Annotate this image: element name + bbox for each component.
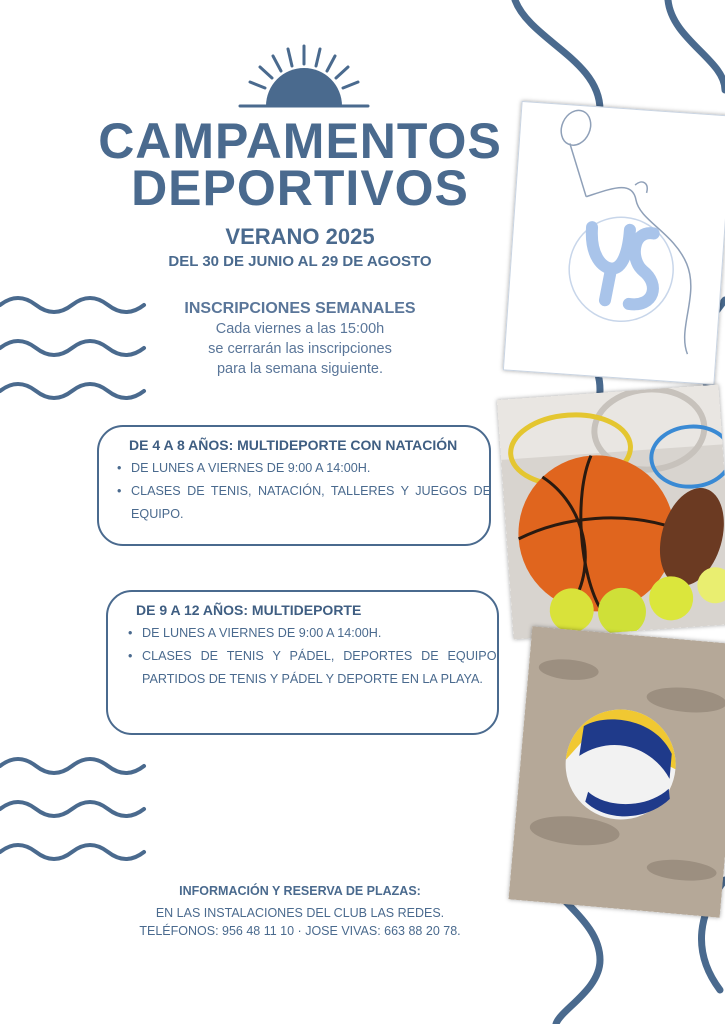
program-heading: DE 9 A 12 AÑOS: MULTIDEPORTE: [136, 602, 362, 618]
club-logo-icon: [504, 102, 725, 384]
program-heading: DE 4 A 8 AÑOS: MULTIDEPORTE CON NATACIÓN: [129, 437, 458, 453]
wave-line: [0, 759, 144, 773]
club-logo-photo: [503, 101, 725, 385]
registration-heading: INSCRIPCIONES SEMANALES: [184, 300, 416, 317]
footer-address: EN LAS INSTALACIONES DEL CLUB LAS REDES.: [155, 906, 445, 920]
registration-line: Cada viernes a las 15:00h: [215, 321, 385, 337]
list-item: • CLASES DE TENIS Y PÁDEL, DEPORTES DE EQUIPO, PARTIDOS DE TENIS Y PÁDEL Y DEPORTE EN LA PLAYA.: [142, 645, 500, 691]
program-box-4-8: [97, 425, 491, 546]
program-list: [113, 457, 491, 526]
list-item: • CLASES DE TENIS, NATACIÓN, TALLERES Y JUEGOS DE EQUIPO.: [131, 480, 491, 526]
title-line-2: DEPORTIVOS: [131, 160, 469, 216]
registration-line: se cerrarán las inscripciones: [208, 341, 392, 357]
volleyball-image: [508, 626, 725, 917]
program-list: [124, 622, 500, 691]
wave-line: [0, 298, 144, 312]
footer-heading: INFORMACIÓN Y RESERVA DE PLAZAS:: [179, 884, 421, 898]
ribbon-line: [668, 0, 725, 90]
program-box-9-12: [106, 590, 499, 735]
footer-phones: TELÉFONOS: 956 48 11 10 · JOSE VIVAS: 663 88 20 78.: [139, 924, 461, 938]
dates-label: DEL 30 DE JUNIO AL 29 DE AGOSTO: [168, 253, 432, 270]
season-label: VERANO 2025: [225, 224, 375, 249]
wave-line: [0, 845, 144, 859]
wave-line: [0, 384, 144, 398]
list-item: • DE LUNES A VIERNES DE 9:00 A 14:00H.: [131, 457, 491, 480]
beach-volleyball-photo: [508, 626, 725, 917]
sports-equipment-photo: [497, 385, 725, 640]
title-line-1: CAMPAMENTOS: [98, 113, 502, 169]
registration-line: para la semana siguiente.: [216, 361, 384, 377]
sun-icon: [238, 40, 370, 112]
sports-balls-image: [497, 385, 725, 640]
list-item: • DE LUNES A VIERNES DE 9:00 A 14:00H.: [142, 622, 500, 645]
wave-line: [0, 802, 144, 816]
